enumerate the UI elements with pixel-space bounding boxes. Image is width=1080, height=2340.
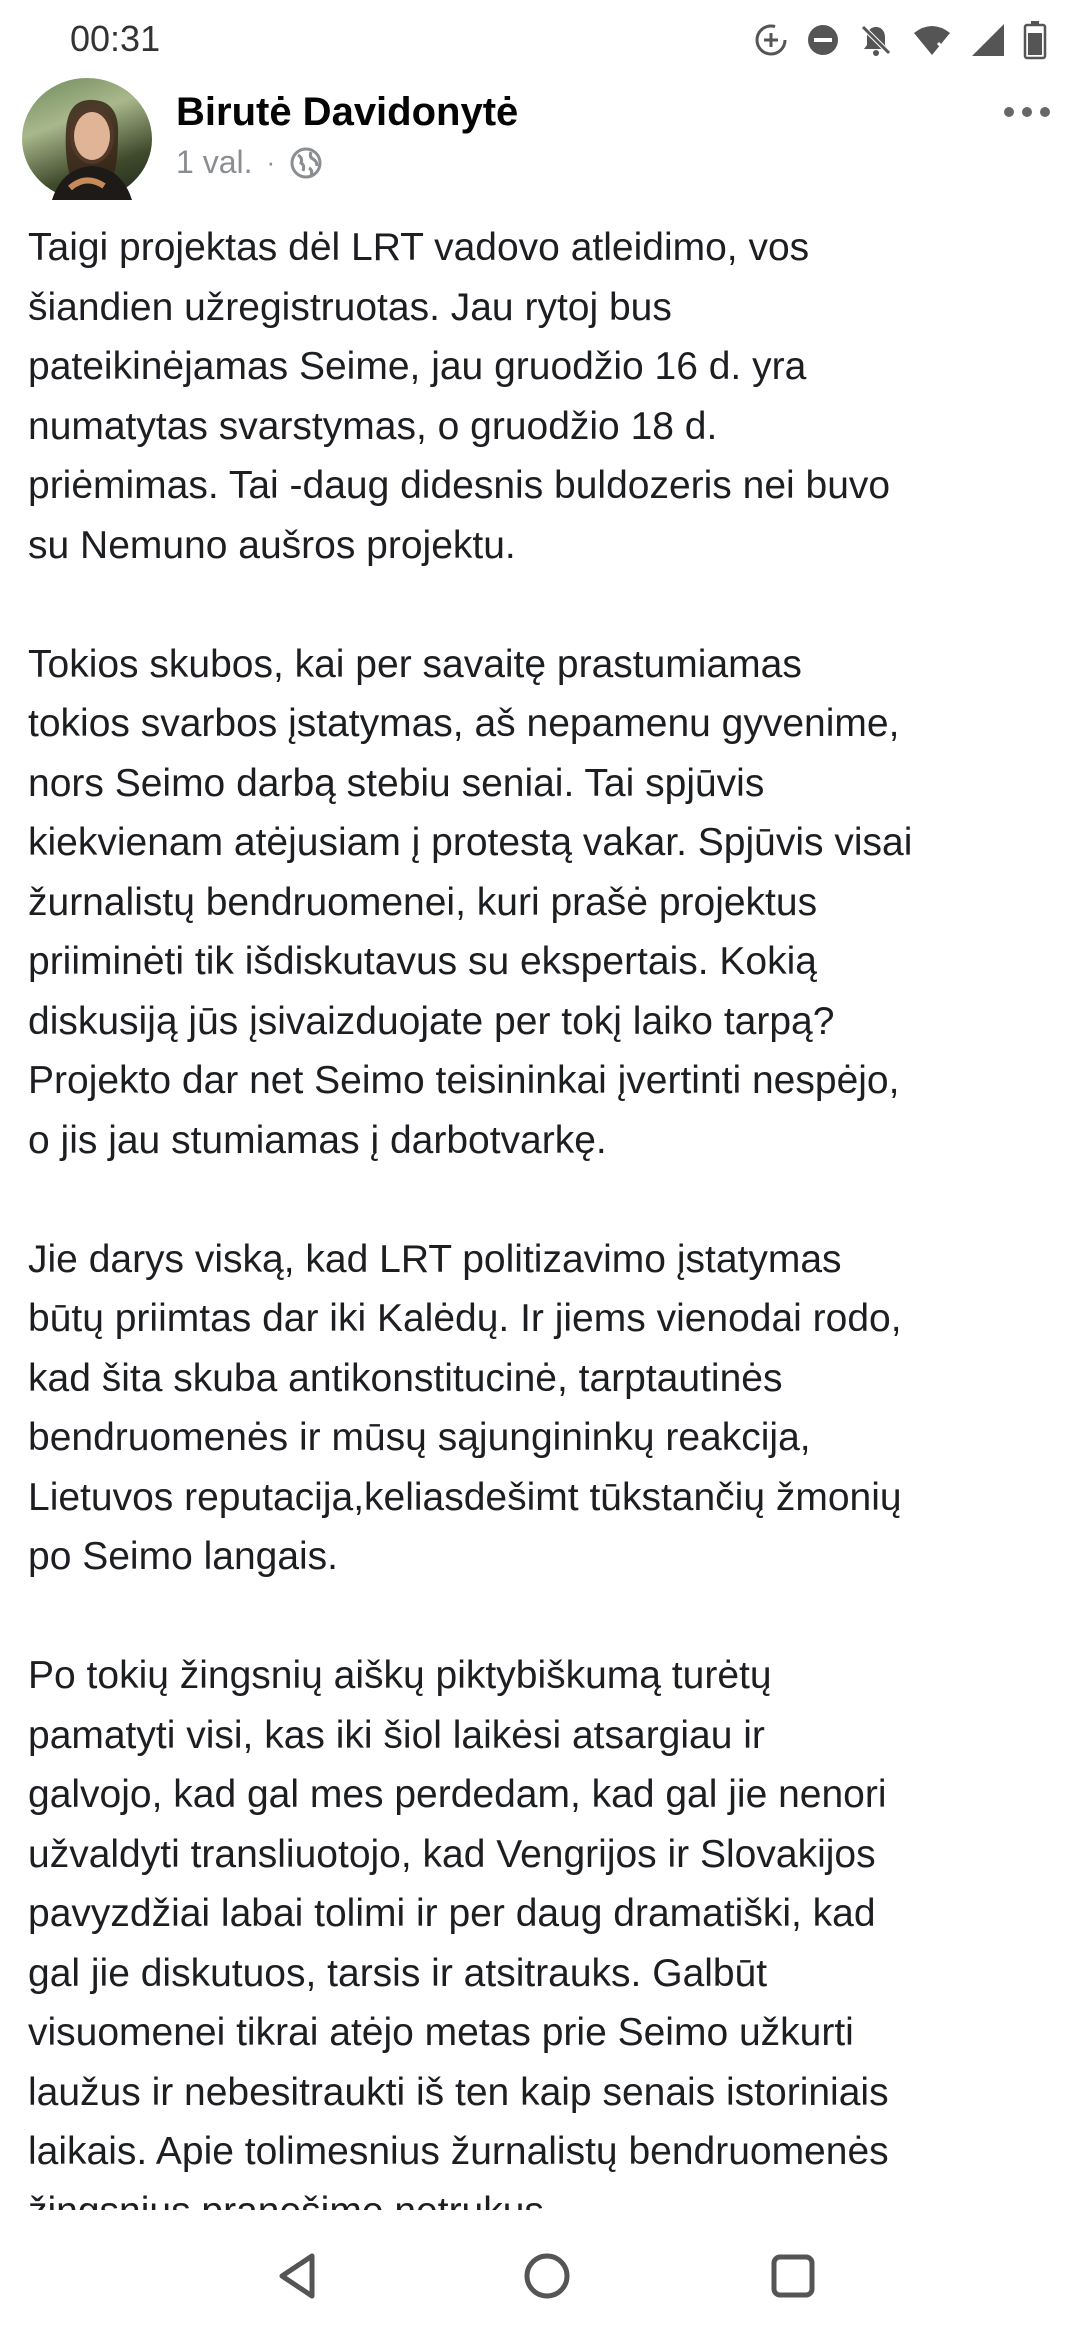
back-button[interactable] <box>268 2246 328 2306</box>
back-icon <box>268 2246 328 2306</box>
post-time[interactable]: 1 val. <box>176 144 253 180</box>
post-paragraph: Jie darys viską, kad LRT politizavimo įstatymas būtų priimtas dar iki Kalėdų. Ir jiems vienodai rodo, kad šita skuba antikonstitucinė, tarptautinės bendruomenės ir mūsų sąjungininkų reakcija, Lietuvos reputacija,keliasdešimt tūkstančių žmonių po Seimo langais. <box>28 1237 902 1578</box>
data-saver-icon <box>754 23 788 57</box>
cellular-signal-icon <box>970 22 1006 58</box>
home-button[interactable] <box>517 2246 577 2306</box>
post-text <box>28 218 1068 2208</box>
more-dot <box>1022 107 1032 117</box>
post-paragraph: Taigi projektas dėl LRT vadovo atleidimo, vos šiandien užregistruotas. Jau rytoj bus pateikinėjamas Seime, jau gruodžio 16 d. yra numatytas svarstymas, o gruodžio 18 d. priėmimas. Tai -daug didesnis buldozeris nei buvo su Nemuno aušros projektu. <box>28 226 891 567</box>
meta-separator: · <box>266 147 276 177</box>
recents-button[interactable] <box>763 2246 823 2306</box>
post-paragraph: Tokios skubos, kai per savaitę prastumiamas tokios svarbos įstatymas, aš nepamenu gyvenime, nors Seimo darbą stebiu seniai. Tai spjūvis kiekvienam atėjusiam į protestą vakar. Spjūvis visai žurnalistų bendruomenei, kuri prašė projektus priiminėti tik išdiskutavus su ekspertais. Kokią diskusiją jūs įsivaizduojate per tokį laiko tarpą? Projekto dar net Seimo teisininkai įvertinti nespėjo, o jis jau stumiamas į darbotvarkę. <box>28 642 913 1162</box>
avatar[interactable] <box>22 78 152 200</box>
status-icons <box>754 18 1046 62</box>
post-meta <box>176 144 323 181</box>
status-bar <box>0 0 1080 80</box>
post-header <box>0 78 1080 208</box>
recents-icon <box>763 2246 823 2306</box>
more-options-icon[interactable] <box>992 92 1062 132</box>
author-name[interactable]: Birutė Davidonytė <box>176 90 519 134</box>
notifications-off-icon <box>858 22 894 58</box>
post-paragraph: Po tokių žingsnių aiškų piktybiškumą turėtų pamatyti visi, kas iki šiol laikėsi atsargiau ir galvojo, kad gal mes perdedam, kad gal jie nenori užvaldyti transliuotojo, kad Vengrijos ir Slovakijos pavyzdžiai labai tolimi ir per daug dramatiški, kad gal jie diskutuos, tarsis ir atsitrauks. Galbūt visuomenei tikrai atėjo metas prie Seimo užkurti laužus ir nebesitraukti iš ten kaip senais istoriniais laikais. Apie tolimesnius žurnalistų bendruomenės <box>28 1654 889 2173</box>
battery-icon <box>1024 21 1046 59</box>
do-not-disturb-icon <box>806 23 840 57</box>
globe-icon[interactable] <box>289 146 323 180</box>
home-icon <box>517 2246 577 2306</box>
navigation-bar <box>0 2210 1080 2340</box>
more-dot <box>1040 107 1050 117</box>
wifi-icon <box>912 23 952 57</box>
more-dot <box>1004 107 1014 117</box>
status-time: 00:31 <box>70 18 161 59</box>
